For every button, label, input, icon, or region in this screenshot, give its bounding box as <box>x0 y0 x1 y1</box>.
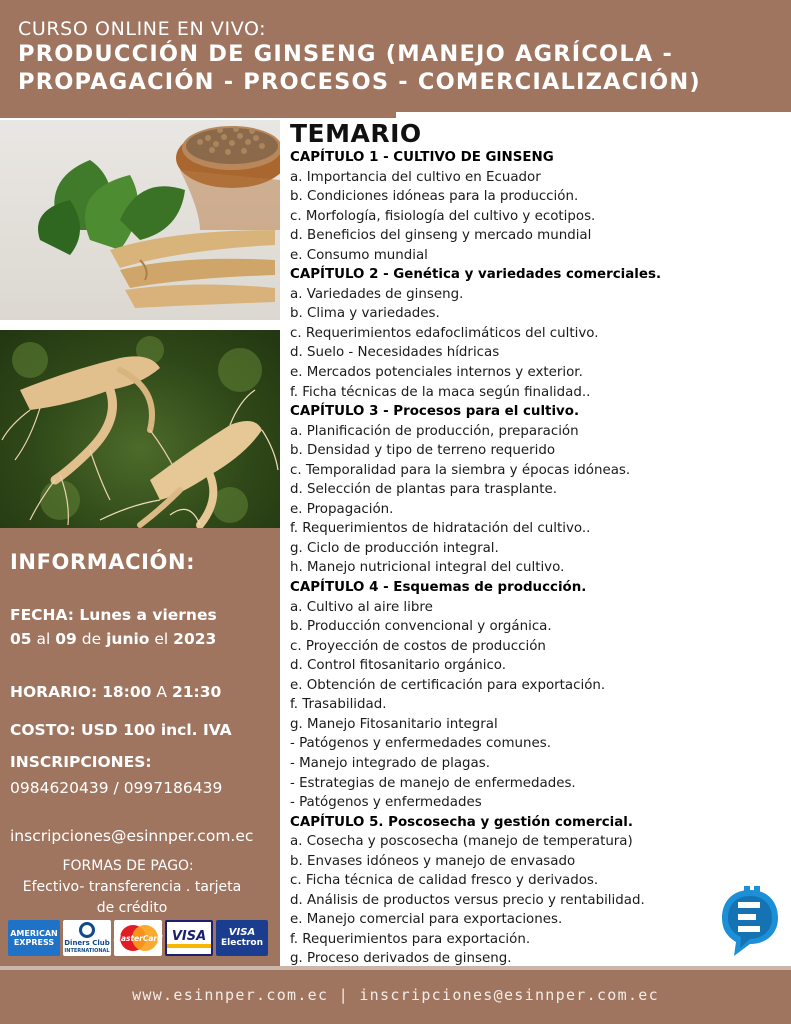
visa-stripe <box>167 944 211 948</box>
topic-item: a. Cosecha y poscosecha (manejo de temperatura) <box>290 834 633 850</box>
pago-line2: de crédito <box>96 900 168 916</box>
chapter-title: CAPÍTULO 5. Poscosecha y gestión comercial. <box>290 814 633 830</box>
topic-item: e. Obtención de certificación para exportación. <box>290 677 606 693</box>
course-title-line1: PRODUCCIÓN DE GINSENG (MANEJO AGRÍCOLA - <box>18 41 674 67</box>
topic-item: d. Control fitosanitario orgánico. <box>290 658 507 674</box>
horario-start: 18:00 <box>102 683 152 701</box>
topic-item: g. Manejo Fitosanitario integral <box>290 716 498 732</box>
fecha-dates <box>10 630 216 648</box>
topic-item: - Patógenos y enfermedades comunes. <box>290 736 551 752</box>
course-title-line2: PROPAGACIÓN - PROCESOS - COMERCIALIZACIÓN) <box>18 69 701 95</box>
footer-contact-text[interactable]: www.esinnper.com.ec | inscripciones@esinnper.com.ec <box>132 986 659 1004</box>
topic-item: - Estrategias de manejo de enfermedades. <box>290 775 576 791</box>
topic-item: b. Producción convencional y orgánica. <box>290 619 552 635</box>
fecha-el: el <box>154 630 169 648</box>
mastercard-text: MasterCard <box>113 933 163 943</box>
ginseng-roots-illustration <box>0 330 280 528</box>
phone-numbers: 0984620439 / 0997186439 <box>10 779 223 797</box>
topic-item: g. Ciclo de producción integral. <box>290 540 499 556</box>
header-notch <box>396 112 791 118</box>
fecha-year: 2023 <box>173 630 217 648</box>
pago-line1: Efectivo- transferencia . tarjeta <box>22 879 242 895</box>
topic-item: b. Densidad y tipo de terreno requerido <box>290 443 556 459</box>
fecha-al: al <box>36 630 51 648</box>
fecha-day-start: 05 <box>10 630 32 648</box>
topic-item: a. Planificación de producción, preparación <box>290 423 579 439</box>
diners-ring-icon <box>79 922 95 938</box>
visa-card-logo <box>165 920 213 956</box>
topic-item: - Patógenos y enfermedades <box>290 795 482 811</box>
topic-item: c. Requerimientos edafoclimáticos del cultivo. <box>290 325 599 341</box>
chapter-title: CAPÍTULO 4 - Esquemas de producción. <box>290 580 587 596</box>
topic-item: a. Variedades de ginseng. <box>290 286 464 302</box>
topic-item: a. Importancia del cultivo en Ecuador <box>290 169 541 185</box>
chapter-title: CAPÍTULO 3 - Procesos para el cultivo. <box>290 404 580 420</box>
topic-item: g. Proceso derivados de ginseng. <box>290 951 512 967</box>
course-kicker: CURSO ONLINE EN VIVO: <box>18 18 267 40</box>
fecha-day-end: 09 <box>55 630 77 648</box>
topic-item: c. Proyección de costos de producción <box>290 638 546 654</box>
pago-title: FORMAS DE PAGO: <box>62 858 194 874</box>
diners-card-logo <box>63 920 111 956</box>
topic-item: - Manejo integrado de plagas. <box>290 755 490 771</box>
topic-item: b. Condiciones idóneas para la producción. <box>290 189 579 205</box>
topic-item: e. Mercados potenciales internos y exterior. <box>290 365 583 381</box>
chapter-title: CAPÍTULO 2 - Genética y variedades comerciales. <box>290 267 662 283</box>
topic-item: a. Cultivo al aire libre <box>290 599 433 615</box>
ginseng-seeds-photo <box>0 120 280 320</box>
header-banner <box>0 0 791 118</box>
ginseng-roots-photo <box>0 330 280 528</box>
mastercard-logo <box>114 920 162 956</box>
temario-heading: TEMARIO <box>290 119 422 148</box>
chapter-title: CAPÍTULO 1 - CULTIVO DE GINSENG <box>290 150 554 165</box>
costo: COSTO: USD 100 incl. IVA <box>10 721 232 739</box>
visa-electron-text-2: Electron <box>220 938 263 948</box>
diners-text-2: INTERNATIONAL <box>64 947 110 954</box>
email-link[interactable]: inscripciones@esinnper.com.ec <box>10 827 254 845</box>
temario-list <box>290 148 785 969</box>
topic-item: f. Ficha técnicas de la maca según finalidad.. <box>290 384 591 400</box>
topic-item: c. Temporalidad para la siembra y épocas idóneas. <box>290 462 631 478</box>
topic-item: d. Beneficios del ginseng y mercado mundial <box>290 228 592 244</box>
esinnper-logo-icon <box>720 884 780 958</box>
topic-item: b. Envases idóneos y manejo de envasado <box>290 853 576 869</box>
topic-item: e. Manejo comercial para exportaciones. <box>290 912 563 928</box>
info-title: INFORMACIÓN: <box>10 550 196 574</box>
topic-item: d. Suelo - Necesidades hídricas <box>290 345 500 361</box>
visa-text: VISA <box>171 928 207 944</box>
payment-cards <box>8 920 272 960</box>
topic-item: e. Propagación. <box>290 501 394 517</box>
amex-text-1: AMERICAN <box>10 929 58 938</box>
topic-item: f. Requerimientos de hidratación del cultivo.. <box>290 521 591 537</box>
visa-electron-logo <box>216 920 268 956</box>
topic-item: f. Requerimientos para exportación. <box>290 931 531 947</box>
topic-item: h. Manejo nutricional integral del cultivo. <box>290 560 565 576</box>
inscripciones-label: INSCRIPCIONES: <box>10 753 152 771</box>
topic-item: c. Ficha técnica de calidad fresco y derivados. <box>290 873 599 889</box>
temario-section <box>290 120 785 969</box>
amex-card-logo <box>8 920 60 956</box>
diners-text-1: Diners Club <box>64 938 110 947</box>
info-panel <box>0 528 280 966</box>
topic-item: b. Clima y variedades. <box>290 306 440 322</box>
topic-item: d. Selección de plantas para trasplante. <box>290 482 557 498</box>
horario-end: 21:30 <box>171 683 222 701</box>
amex-text-2: EXPRESS <box>13 938 55 947</box>
fecha-month: junio <box>106 630 150 648</box>
fecha-de: de <box>81 630 102 648</box>
visa-electron-text-1: VISA <box>228 927 256 938</box>
fecha-label: FECHA: Lunes a viernes <box>10 606 217 624</box>
horario <box>10 683 221 701</box>
ginseng-seeds-illustration <box>0 120 280 320</box>
topic-item: c. Morfología, fisiología del cultivo y ecotipos. <box>290 208 596 224</box>
topic-item: e. Consumo mundial <box>290 247 428 263</box>
horario-a: A <box>156 683 167 701</box>
footer-bar <box>0 970 791 1024</box>
topic-item: f. Trasabilidad. <box>290 697 387 713</box>
topic-item: d. Análisis de productos versus precio y rentabilidad. <box>290 892 645 908</box>
horario-label: HORARIO: <box>10 683 98 701</box>
